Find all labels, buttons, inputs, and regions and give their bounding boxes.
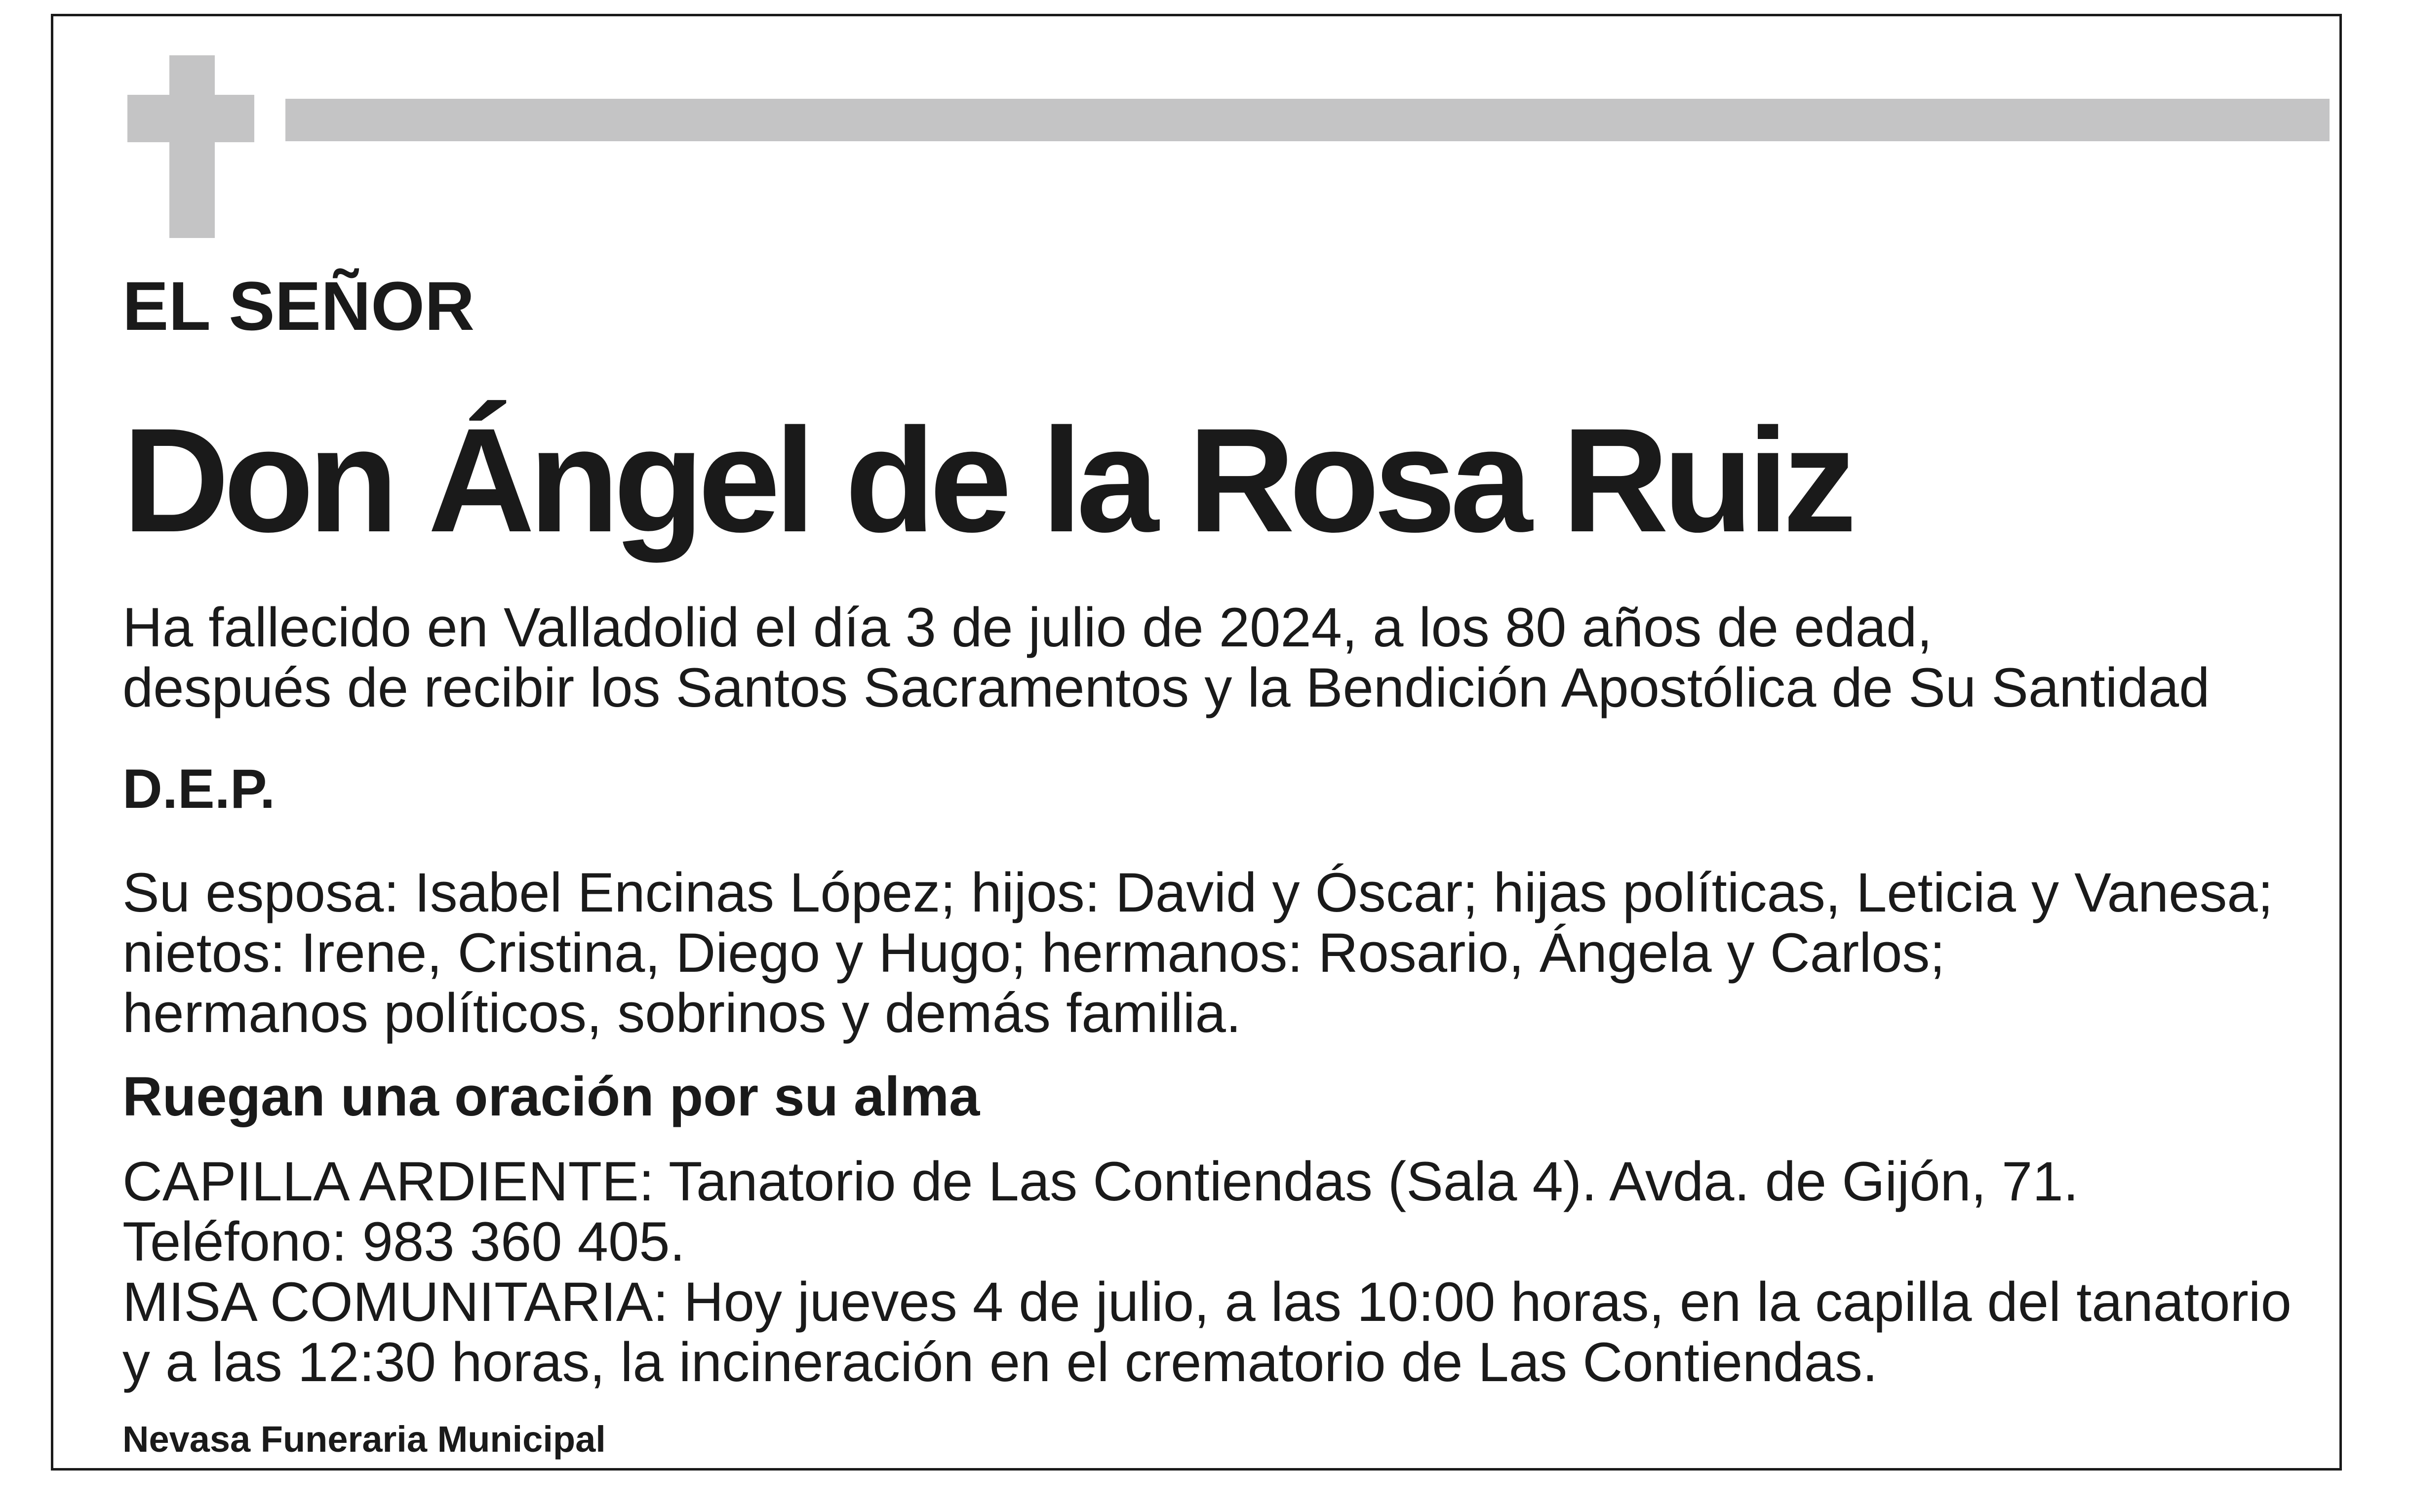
announcement-line: después de recibir los Santos Sacramentos y la Bendición Apostólica de Su Santidad: [122, 657, 2210, 718]
funeral-home-credit: Nevasa Funeraria Municipal: [122, 1419, 606, 1460]
announcement-paragraph: [122, 597, 2210, 718]
family-paragraph: [122, 863, 2273, 1043]
service-line: CAPILLA ARDIENTE: Tanatorio de Las Contiendas (Sala 4). Avda. de Gijón, 71.: [122, 1151, 2079, 1212]
service-details: [122, 1152, 2292, 1393]
family-line: nietos: Irene, Cristina, Diego y Hugo; hermanos: Rosario, Ángela y Carlos;: [122, 922, 1945, 984]
announcement-line: Ha fallecido en Valladolid el día 3 de julio de 2024, a los 80 años de edad,: [122, 597, 1933, 658]
family-line: Su esposa: Isabel Encinas López; hijos: David y Óscar; hijas políticas, Leticia y Vanesa;: [122, 862, 2273, 923]
prayer-request: Ruegan una oración por su alma: [122, 1066, 980, 1127]
service-line: y a las 12:30 horas, la incineración en el crematorio de Las Contiendas.: [122, 1331, 1878, 1393]
cross-horizontal-beam: [127, 95, 254, 142]
header-bar: [285, 99, 2330, 141]
service-line: Teléfono: 983 360 405.: [122, 1211, 685, 1273]
family-line: hermanos políticos, sobrinos y demás familia.: [122, 982, 1241, 1044]
deceased-name: Don Ángel de la Rosa Ruiz: [122, 397, 1851, 563]
cross-vertical-beam: [169, 55, 215, 238]
service-line: MISA COMUNITARIA: Hoy jueves 4 de julio, a las 10:00 horas, en la capilla del tanatorio: [122, 1271, 2292, 1333]
dep-label: D.E.P.: [122, 758, 276, 820]
honorific-title: EL SEÑOR: [122, 267, 475, 345]
